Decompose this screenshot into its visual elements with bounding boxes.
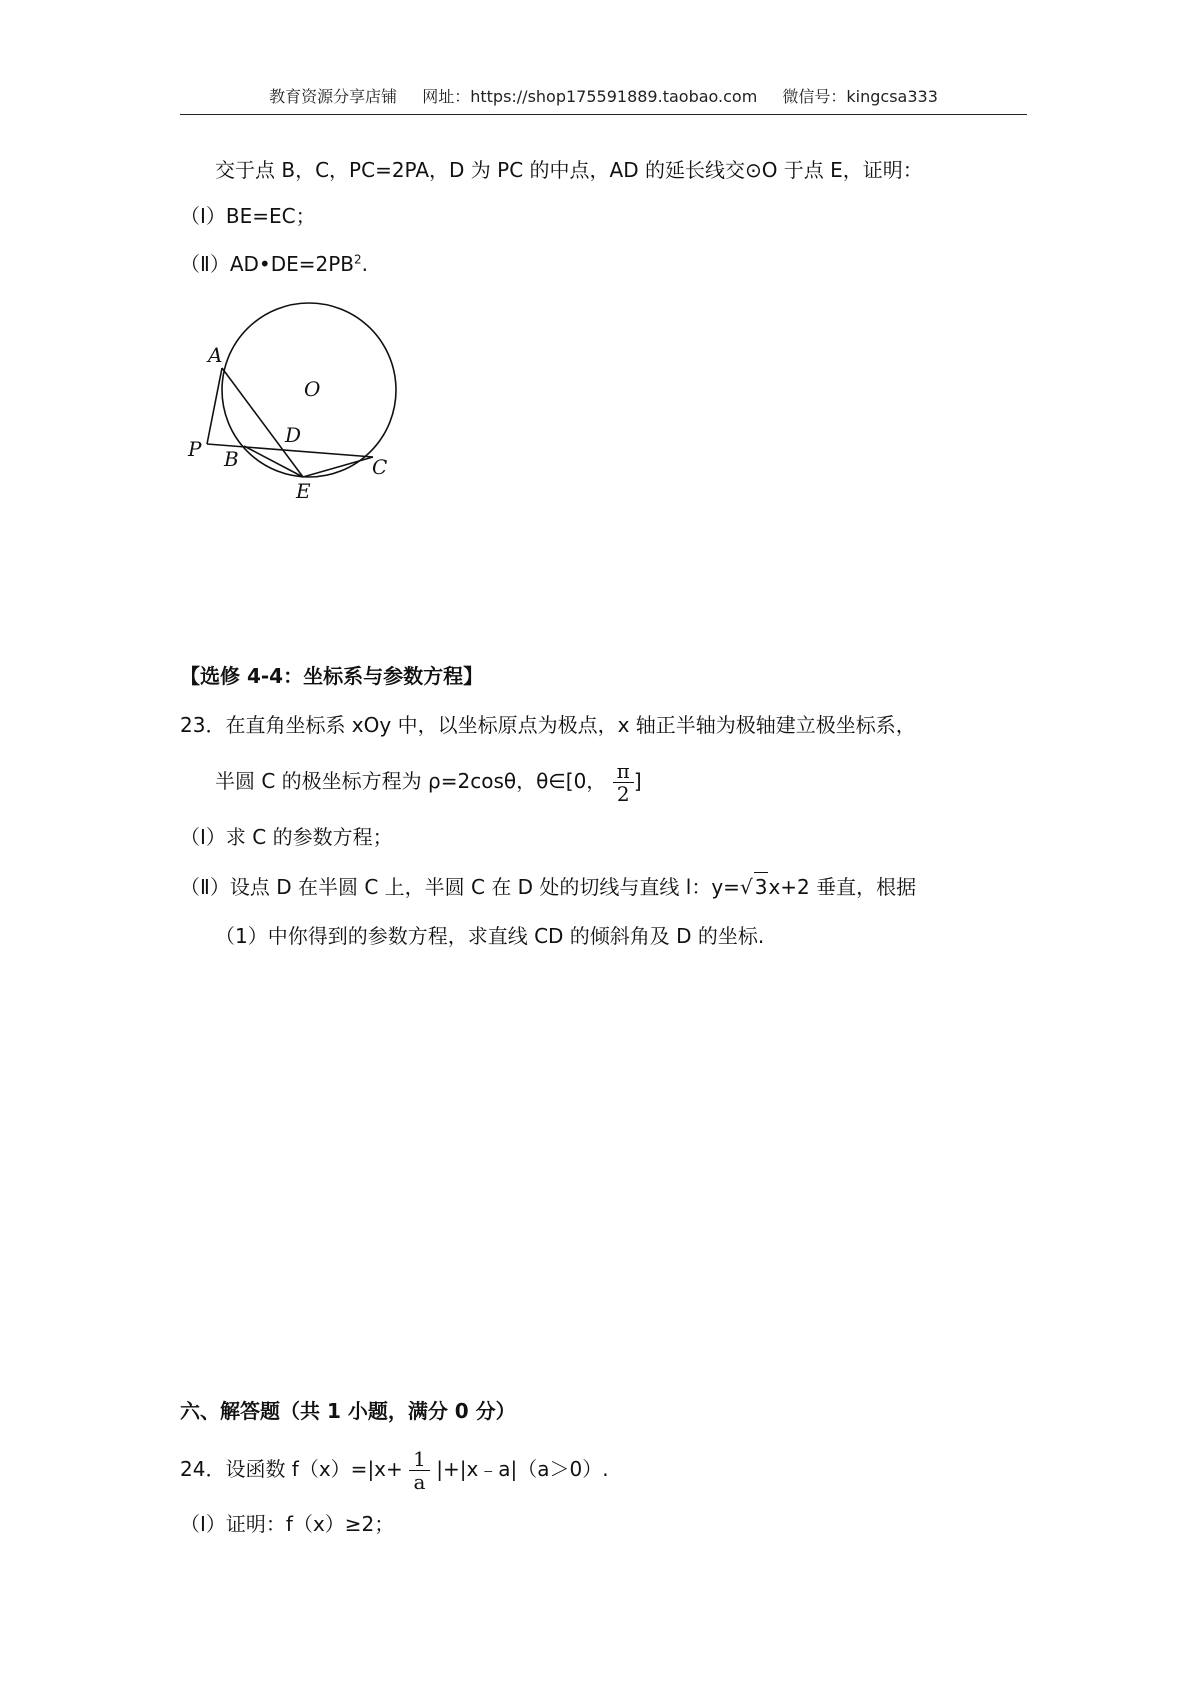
problem24-line-a: 24．设函数 f（x）=|x+ — [180, 1457, 403, 1481]
label-p: P — [188, 437, 202, 461]
problem24-line — [180, 1448, 609, 1493]
segment-pa — [207, 368, 222, 444]
fraction-numerator: π — [613, 760, 634, 783]
label-e: E — [296, 479, 311, 503]
problem22-part2-main: （Ⅱ）AD•DE=2PB — [180, 252, 355, 276]
problem22-part2-sup: 2 — [354, 252, 362, 267]
problem23-part1: （Ⅰ）求 C 的参数方程； — [180, 825, 393, 849]
pi-over-2-fraction — [613, 760, 634, 805]
label-b: B — [224, 447, 239, 471]
fraction-denominator: 2 — [616, 782, 630, 806]
problem23-part2-a: （Ⅱ）设点 D 在半圆 C 上，半圆 C 在 D 处的切线与直线 l：y= — [180, 875, 740, 899]
label-o: O — [304, 377, 321, 401]
header-wechat: 微信号：kingcsa333 — [782, 87, 938, 106]
problem24-line-b: |+|x﹣a|（a＞0）. — [436, 1457, 609, 1481]
label-d: D — [285, 423, 302, 447]
section-44-title: 【选修 4-4：坐标系与参数方程】 — [180, 664, 484, 688]
problem23-line2-a: 半圆 C 的极坐标方程为 ρ=2cosθ，θ∈[0， — [215, 769, 607, 793]
problem23-line2-b: ] — [633, 769, 642, 793]
header-url[interactable]: 网址：https://shop175591889.taobao.com — [422, 87, 758, 106]
header-shop: 教育资源分享店铺 — [269, 87, 398, 106]
sqrt-value: 3 — [754, 872, 769, 901]
problem23-part2-b: x+2 垂直，根据 — [768, 875, 917, 899]
problem23-part2-line2: （1）中你得到的参数方程，求直线 CD 的倾斜角及 D 的坐标. — [215, 924, 765, 948]
problem22-part2-end: . — [361, 252, 369, 276]
section-6-title: 六、解答题（共 1 小题，满分 0 分） — [180, 1399, 516, 1423]
label-a: A — [208, 343, 223, 367]
problem22-part2 — [180, 250, 368, 278]
segment-ce — [303, 457, 373, 477]
problem22-line1: 交于点 B，C，PC=2PA，D 为 PC 的中点，AD 的延长线交⊙O 于点 E，证明： — [215, 158, 923, 182]
problem24-part1: （Ⅰ）证明：f（x）≥2； — [180, 1512, 395, 1536]
problem23-line2 — [215, 760, 642, 805]
one-over-a-fraction — [409, 1448, 430, 1493]
page-header — [180, 84, 1027, 115]
label-c: C — [372, 455, 388, 479]
problem23-line1: 23．在直角坐标系 xOy 中，以坐标原点为极点，x 轴正半轴为极轴建立极坐标系， — [180, 713, 916, 737]
problem23-part2 — [180, 872, 916, 901]
geometry-figure — [180, 290, 420, 530]
problem22-part1: （Ⅰ）BE=EC； — [180, 204, 316, 228]
sqrt-sign: √ — [739, 875, 753, 899]
fraction-numerator: 1 — [409, 1448, 430, 1471]
fraction-denominator: a — [413, 1470, 426, 1494]
